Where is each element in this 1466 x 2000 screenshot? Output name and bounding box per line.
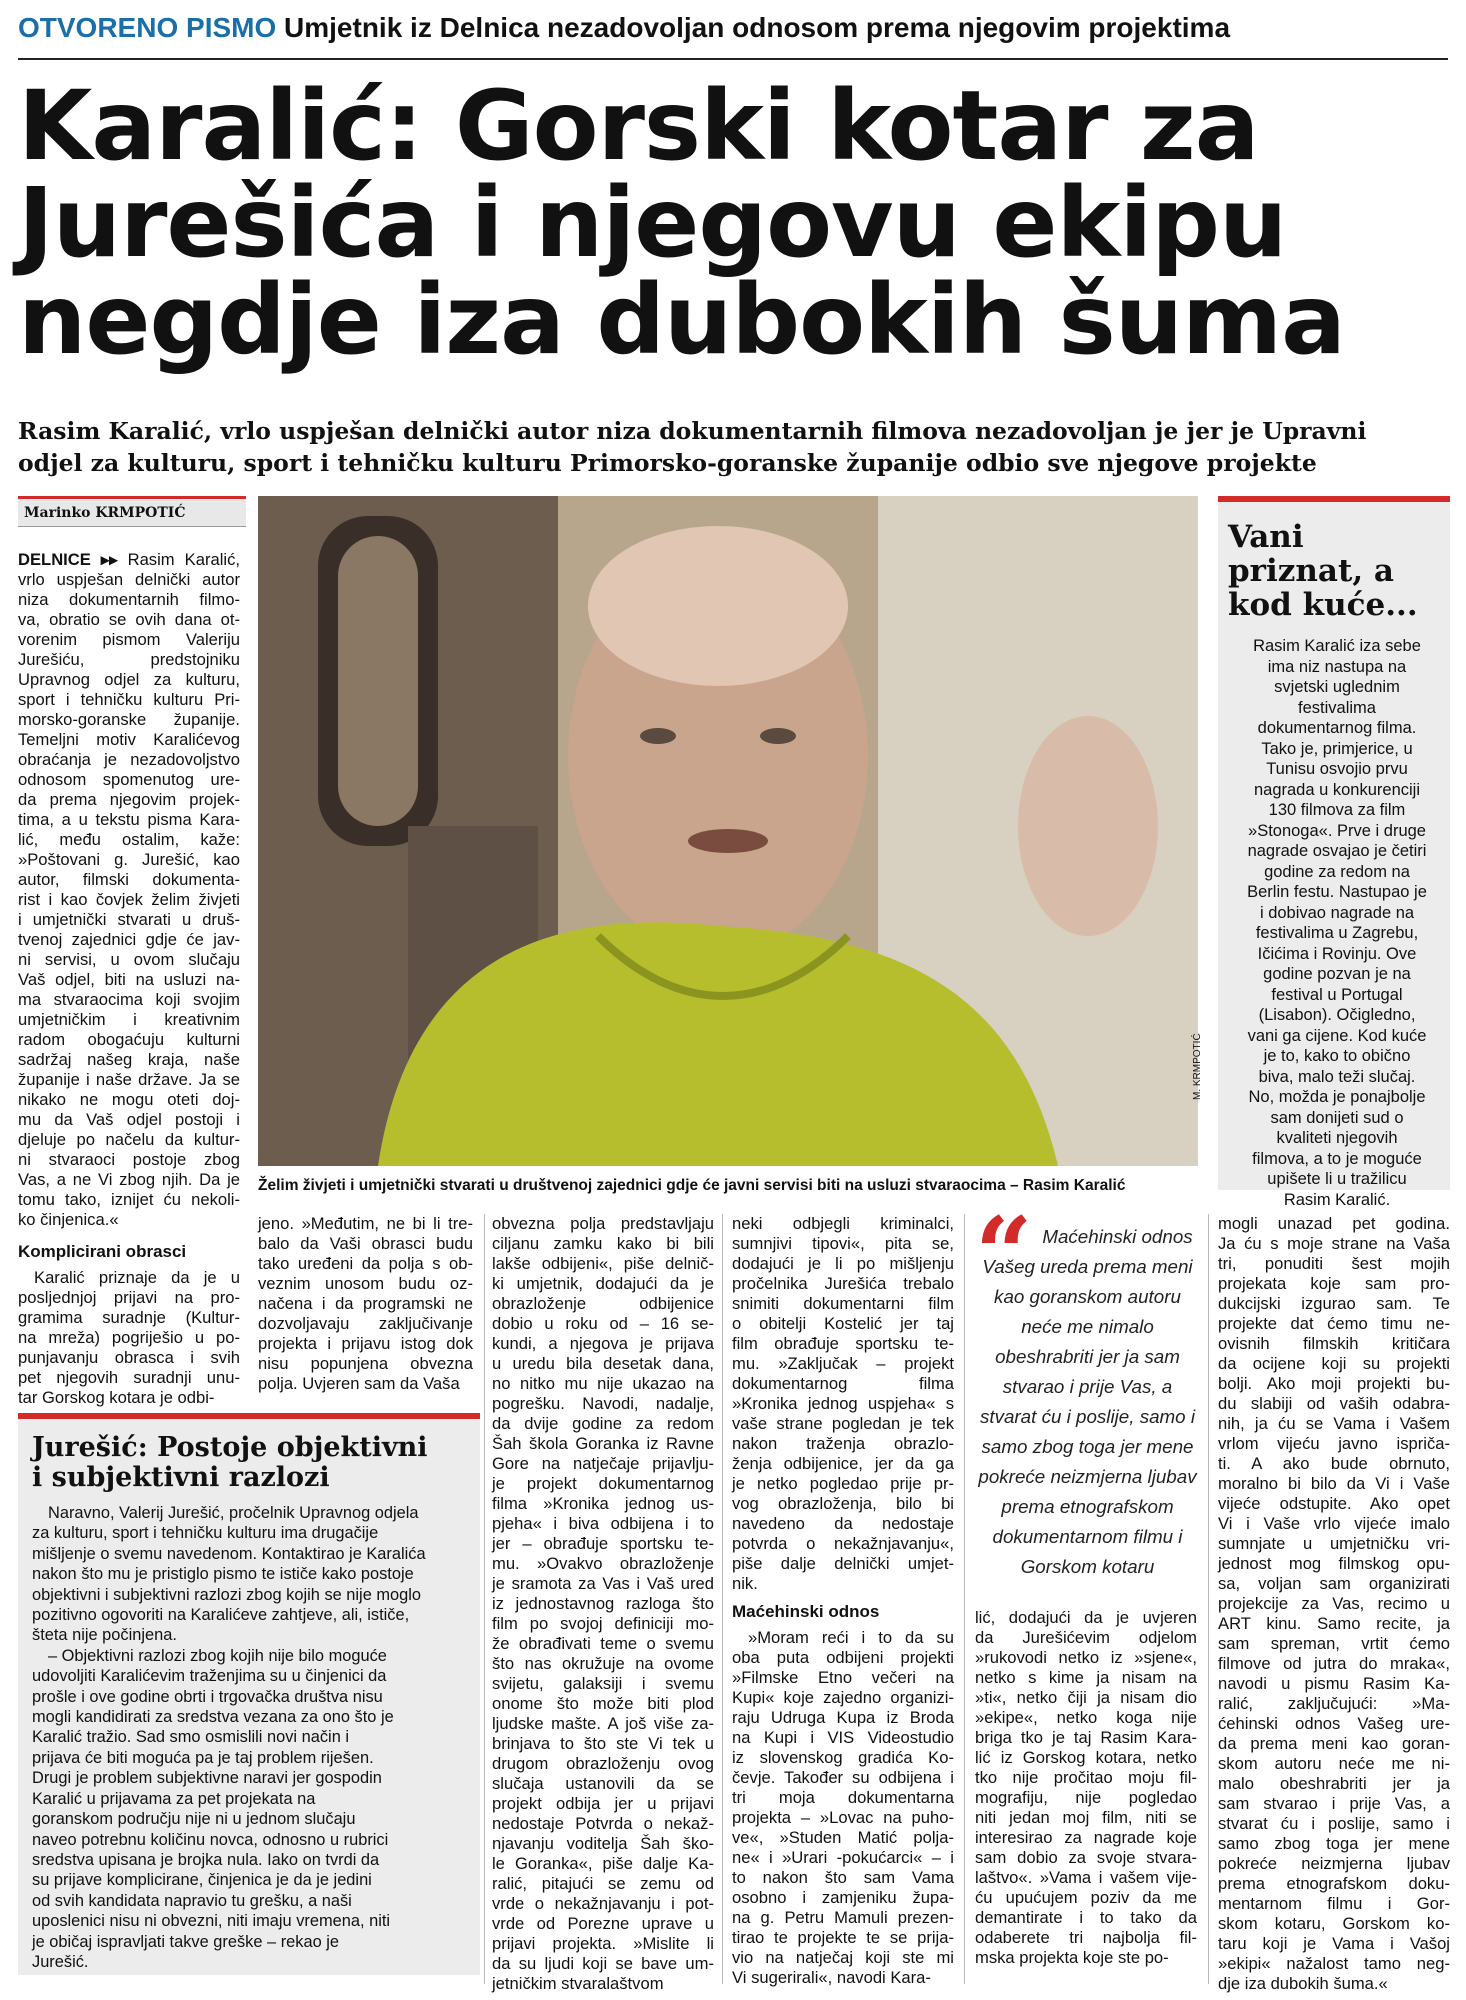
text-line: Gore na natječaje prijavlju- — [492, 1454, 714, 1473]
text-line: navedeno da nedostaje — [732, 1514, 954, 1533]
column-divider — [484, 1214, 485, 1984]
text-line: jednost mog filmskog opu- — [1218, 1554, 1450, 1573]
text-line: za kulturu, sport i tehničku kulturu ima drugačije — [32, 1524, 379, 1543]
text-line: je običaj ispravljati takve greške – rekao je — [32, 1932, 340, 1951]
text-line: mogli unazad pet godina. — [1218, 1214, 1450, 1233]
text-line: je netko pogledao prije pr- — [732, 1474, 954, 1493]
kicker — [18, 12, 1448, 44]
text-line: tri, ponuditi šest mojih — [1218, 1254, 1450, 1273]
text-line: uposlenici nisu ni obvezni, niti imaju vremena, niti — [32, 1912, 391, 1931]
reply-box-title-line: i subjektivni razlozi — [32, 1462, 330, 1493]
text-line: da prema njegovim projek- — [18, 790, 240, 809]
text-line: Vaš odjel, biti na usluzi na- — [18, 970, 240, 989]
text-line: njavanju voditelja Šah ško- — [492, 1834, 714, 1853]
text-line: Jurešić. — [32, 1952, 89, 1971]
text-line: Upravnog odjel za kulturu, — [18, 670, 240, 689]
text-line: iz slovenskog gradića Ko- — [732, 1748, 954, 1767]
text-line: autor, filmski dokumenta- — [18, 870, 240, 889]
text-line: filma »Kronika jednog us- — [492, 1494, 714, 1513]
text-line: tko nije pročitao moju fil- — [975, 1768, 1197, 1787]
text-line: prijavi projekta. »Mislite li — [492, 1934, 714, 1953]
text-line: nik. — [732, 1574, 758, 1593]
text-line: odaberete tri najbolja fil- — [975, 1928, 1197, 1947]
text-line: da su ljudi koji se bave um- — [492, 1954, 714, 1973]
text-line: udovoljiti Karalićevim traženjima su u činjenici da — [32, 1667, 387, 1686]
text-line: ne« i »Urari -pokućarci« – i — [732, 1848, 954, 1867]
text-line: vrde o nekažnjavanju i pot- — [492, 1894, 714, 1913]
text-line: što nas okružuje na ovome — [492, 1654, 714, 1673]
text-line: na g. Petru Mamuli prezen- — [732, 1908, 954, 1927]
text-line: festivalima — [1298, 698, 1376, 717]
text-line: lić, među ostalim, kaže: — [18, 830, 240, 849]
sidebar-text — [1234, 636, 1440, 1210]
text-line: ni stvaraoci postoje zbog — [18, 1150, 240, 1169]
text-line: objektivni i subjektivni razlozi zbog kojih se nije moglo — [32, 1585, 422, 1604]
text-line: je sramota za Vas i Vaš ured — [492, 1574, 714, 1593]
text-line: va, obratio se ovih dana ot- — [18, 610, 240, 629]
pull-quote: Maćehinski odnos Vašeg ureda prema meni kao goranskom autoru neće me nimalo obeshrabriti jer ja sam stvarao i prije Vas, a stvarat ću i poslije, samo i samo zbog toga jer mene pokreće neizmjerna ljubav prema etnografskom dokumentarnom filmu i Gorskom kotaru — [978, 1226, 1197, 1577]
text-line: sa, voljan sam organizirati — [1218, 1574, 1450, 1593]
column-divider — [1208, 1214, 1209, 1984]
text-line: tima, a u tekstu pisma Kara- — [18, 810, 240, 829]
text-line: le Goranka«, piše dalje Ka- — [492, 1854, 714, 1873]
text-line: interesirao za nagrade koje — [975, 1828, 1197, 1847]
text-line: ralić, pitajući se zemu od — [492, 1874, 714, 1893]
text-line: Temeljni motiv Karalićevog — [18, 730, 240, 749]
text-line: filmove od jutra do mraka«, — [1218, 1654, 1450, 1673]
text-line: neki odbjegli kriminalci, — [732, 1214, 954, 1233]
text-line: »ti«, netko čiji ja nisam dio — [975, 1688, 1197, 1707]
column-1-text-2 — [18, 1268, 240, 1408]
text-line: vrlo uspješan delnički autor — [18, 570, 240, 589]
sidebar-title — [1228, 520, 1450, 622]
text-line: ni servisi, u ovom slučaju — [18, 950, 240, 969]
text-line: Vi i Vaše vrlo vijeće imalo — [1218, 1514, 1450, 1533]
text-line: ljudske mašte. A još više za- — [492, 1714, 714, 1733]
text-line: svjetski uglednim — [1274, 678, 1400, 696]
text-line: sadržaj našeg kraja, naše — [18, 1050, 240, 1069]
text-line: raju Udruga Kupa iz Broda — [732, 1708, 954, 1727]
text-line: »Filmske Etno večeri na — [732, 1668, 954, 1687]
text-line: netko s kime ja nisam na — [975, 1668, 1197, 1687]
text-line: dozvoljavaju zaključivanje — [258, 1314, 473, 1333]
headline — [18, 70, 1458, 376]
text-line: sumnjivi tipovi«, pita se, — [732, 1234, 954, 1253]
text-line: iz jednostavnog razloga što — [492, 1594, 714, 1613]
column-divider — [722, 1214, 723, 1984]
text-line: stvarat ću i poslije, samo i — [1218, 1814, 1450, 1833]
text-line: posljednjoj prijavi na pro- — [18, 1288, 240, 1307]
portrait-illustration — [258, 496, 1198, 1166]
text-line: nakon traženja obrazlo- — [732, 1434, 954, 1453]
text-line: godine pozvan je na — [1263, 965, 1411, 983]
text-line: sredstva upisana je brojka nula. Iako on tvrdi da — [32, 1850, 380, 1869]
text-line: jetničkim stvaralaštvom — [492, 1974, 664, 1993]
column-2 — [258, 1214, 473, 1394]
text-line: i dobivao nagrade na — [1259, 903, 1415, 922]
text-line: sumnjate u umjetničku vri- — [1218, 1534, 1450, 1553]
text-line: slučaja ustanovili da se — [492, 1774, 714, 1793]
text-line: od svih kandidata napravio tu grešku, a naši — [32, 1891, 352, 1910]
text-line: nagrade osvajao je četiri — [1247, 842, 1427, 860]
text-line: mišljenje o svemu navedenom. Kontaktirao je Karalića — [32, 1544, 426, 1563]
text-line: niza dokumentarnih filmo- — [18, 590, 240, 609]
text-line: je to, kako to obično — [1263, 1047, 1411, 1065]
text-line: lić iz Gorskog kotara, netko — [975, 1748, 1197, 1767]
text-line: tirao te projekte te se prija- — [732, 1928, 954, 1947]
text-line: 130 filmova za film — [1268, 801, 1406, 819]
text-line: gramima suradnje (Kultur- — [18, 1308, 240, 1327]
text-line: Karalić tražio. Sad smo osmislili novi način i — [32, 1728, 350, 1747]
text-line: brinjava to što ste Vi tek u — [492, 1734, 714, 1753]
text-line: da ocijene koji su projekti — [1218, 1354, 1450, 1373]
text-line: drugom obrazloženju ovog — [492, 1754, 714, 1773]
text-line: ćehinski odnos Vašeg ure- — [1218, 1714, 1450, 1733]
text-line: županije i naše države. Ja se — [18, 1070, 240, 1089]
text-line: morsko-goranske županije. — [18, 710, 240, 729]
text-line: pogrešku. Navodi, nadalje, — [492, 1394, 714, 1413]
text-line: umjetničkim i kreativnim — [18, 1010, 240, 1029]
text-line: mu. »Zaključak – projekt — [732, 1354, 954, 1373]
column-4-text — [732, 1214, 954, 1594]
column-3 — [492, 1214, 714, 1994]
text-line: ti. A ako bude obrnuto, — [1218, 1454, 1450, 1473]
text-line: čevje. Također su odbijena i — [732, 1768, 954, 1787]
text-line: demantirate i to tako da — [975, 1908, 1197, 1927]
text-line: taru koji je Vama i Vašoj — [1218, 1934, 1450, 1953]
text-line: svijetu, galaksiji i svemu — [492, 1674, 714, 1693]
byline: Marinko KRMPOTIĆ — [18, 496, 246, 527]
text-line: Vi sugerirali«, navodi Kara- — [732, 1968, 931, 1987]
text-line: – Objektivni razlozi zbog kojih nije bilo moguće — [48, 1646, 387, 1665]
text-line: ralić, zaključujući: »Ma- — [1218, 1694, 1450, 1713]
dateline: DELNICE — [18, 550, 91, 569]
text-line: Berlin festu. Nastupao je — [1247, 883, 1427, 901]
text-line: nagrada u konkurenciji — [1253, 780, 1421, 799]
text-line: projekte dat ćemo timu ne- — [1218, 1314, 1450, 1333]
text-line: Tako je, primjerice, u — [1261, 739, 1413, 758]
article-photo — [258, 496, 1198, 1166]
text-line: No, možda je ponajbolje — [1248, 1088, 1426, 1106]
column-divider — [964, 1214, 965, 1984]
deck — [18, 415, 1448, 479]
text-line: festivalima u Zagrebu, — [1255, 924, 1419, 942]
text-line: Rasim Karalić. — [1283, 1190, 1391, 1209]
text-line: prijava će biti moguća pa je taj problem riješen. — [32, 1748, 374, 1767]
text-line: ovisnih filmskih kritičara — [1218, 1334, 1450, 1353]
text-line: vog obrazloženja, bilo bi — [732, 1494, 954, 1513]
text-line: upišete li u tražilicu — [1267, 1170, 1407, 1188]
quote-mark-icon: “ — [975, 1195, 1033, 1313]
text-line: mska projekta koje ste po- — [975, 1948, 1169, 1967]
text-line: kvaliteti njegovih — [1276, 1129, 1398, 1147]
text-line: pozitivno ogovoriti na Karalićeve zahtjeve, ali, ističe, — [32, 1606, 410, 1625]
text-line: vani ga cijene. Kod kuće — [1247, 1026, 1427, 1045]
text-line: mu da Vaš odjel postoji i — [18, 1110, 240, 1129]
text-line: jeno. »Međutim, ne bi li tre- — [258, 1214, 473, 1233]
text-line: veznim unosom budu oz- — [258, 1274, 473, 1293]
text-line: piše dalje delnički umjet- — [732, 1554, 954, 1573]
text-line: prošle i ove godine obrti i trgovačka društva nisu — [32, 1687, 383, 1706]
text-line: Kupi« koje zajedno organizi- — [732, 1688, 954, 1707]
text-line: je projekt dokumentarnog — [492, 1474, 714, 1493]
text-line: tvenoj zajednici gdje će jav- — [18, 930, 240, 949]
headline-line: Karalić: Gorski kotar za — [18, 70, 1259, 182]
sidebar-title-line: Vani — [1228, 519, 1304, 555]
text-line: o obitelji Kostelić jer taj — [732, 1314, 954, 1333]
text-line: obrazloženje odbijenice — [492, 1294, 714, 1313]
text-line: niti jedan moj film, niti se — [975, 1808, 1197, 1827]
text-line: goranskom području nije ni u jednom slučaju — [32, 1810, 356, 1829]
text-line: djeluje po načelu da kultur- — [18, 1130, 240, 1149]
text-line: tri moja dokumentarna — [732, 1788, 954, 1807]
text-line: vrlom vijeću javno ispriča- — [1218, 1434, 1450, 1453]
text-line: vaše strane pogledan je tek — [732, 1414, 954, 1433]
text-line: načena i da programski ne — [258, 1294, 473, 1313]
text-line: obvezna polja predstavljaju — [492, 1214, 714, 1233]
text-line: festival u Portugal — [1271, 985, 1403, 1004]
text-line: projekt odbija jer u prijavi — [492, 1794, 714, 1813]
text-line: polja. Uvjeren sam da Vaša — [258, 1374, 460, 1393]
text-line: šteta nije počinjena. — [32, 1626, 177, 1645]
reply-box — [18, 1413, 480, 1975]
text-line: skom autoru neće me ni- — [1218, 1754, 1450, 1773]
text-line: ART kinu. Samo recite, ja — [1218, 1614, 1450, 1633]
sidebar-box — [1218, 496, 1450, 1209]
text-line: že obrađivati teme o svemu — [492, 1634, 714, 1653]
text-line: ženja odbijenice, jer da ga — [732, 1454, 954, 1473]
text-line: to nakon što sam Vama — [732, 1868, 954, 1887]
text-line: Drugi je problem subjektivne naravi jer gospodin — [32, 1769, 382, 1788]
text-line: no nitko mu nije ukazao na — [492, 1374, 714, 1393]
text-line: sam dobio za svoje stvara- — [975, 1848, 1197, 1867]
text-line: sam spreman, vrtit ćemo — [1218, 1634, 1450, 1653]
sidebar-title-line: kod kuće... — [1228, 587, 1418, 623]
text-line: mogli kandidirati za sredstva vezana za ono što je — [32, 1708, 394, 1727]
text-line: lić, dodajući da je uvjeren — [975, 1608, 1197, 1627]
text-line: du slabiji od vaših odabra- — [1218, 1394, 1450, 1413]
text-line: briga tko je taj Rasim Kara- — [975, 1728, 1197, 1747]
text-line: godine za redom na — [1264, 862, 1410, 881]
photo-caption: Želim živjeti i umjetnički stvarati u društvenoj zajednici gdje će javni servisi biti na usluzi stvaraocima – Rasim Karalić — [258, 1177, 1126, 1194]
text-line: nakon što mu je pristiglo pismo te ističe kako postoje — [32, 1565, 414, 1584]
text-line: tomu tako, iznijet ću nekoli- — [18, 1190, 240, 1209]
text-line: onome što može biti plod — [492, 1694, 714, 1713]
text-line: mografiju, nije pogledao — [975, 1788, 1197, 1807]
text-line: dje iza dubokih šuma.« — [1218, 1974, 1388, 1993]
headline-line: negdje iza dubokih šuma — [18, 264, 1345, 376]
deck-line: Rasim Karalić, vrlo uspješan delnički autor niza dokumentarnih filmova nezadovoljan je jer je Upravni — [18, 417, 1367, 445]
text-line: film po svojoj definiciji mo- — [492, 1614, 714, 1633]
text-line: nikako ne mogu oteti doj- — [18, 1090, 240, 1109]
text-line: Jurešiću, predstojniku — [18, 650, 240, 669]
text-line: samo zbog toga jer mene — [1218, 1834, 1450, 1853]
text-line: snimiti dokumentarni film — [732, 1294, 954, 1313]
text-line: Ičićima i Rovinju. Ove — [1257, 944, 1417, 963]
text-line: Vas, a ne Vi zbog njih. Da je — [18, 1170, 240, 1189]
dateline-arrow-icon: ▸▸ — [90, 550, 128, 569]
column-1-text — [18, 550, 240, 1230]
text-line: Rasim Karalić iza sebe — [1253, 637, 1421, 655]
text-line: ko činjenica.« — [18, 1210, 119, 1229]
text-line: film obrađuje sportsku te- — [732, 1334, 954, 1353]
text-line: moralno bi bilo da Vi i Vaše — [1218, 1474, 1450, 1493]
text-line: »Kronika jednog uspjeha« s — [732, 1394, 954, 1413]
text-line: vio na natječaj koji ste mi — [732, 1948, 954, 1967]
text-line: obraćanja je nezadovoljstvo — [18, 750, 240, 769]
text-line: prema etnografskom doku- — [1218, 1874, 1450, 1893]
text-line: mu. »Ovakvo obrazloženje — [492, 1554, 714, 1573]
text-line: »Stonoga«. Prve i druge — [1248, 821, 1426, 840]
text-line: ciljanu zamku kako bi bili — [492, 1234, 714, 1253]
headline-line: Jurešića i njegovu ekipu — [18, 167, 1287, 279]
text-line: da Jurešićevim odjelom — [975, 1628, 1197, 1647]
text-line: pročelnika Jurešića trebalo — [732, 1274, 954, 1293]
text-line: na Kupi i VIS Videostudio — [732, 1728, 954, 1747]
text-line: Karalić priznaje da je u — [34, 1268, 240, 1287]
column-6 — [1218, 1214, 1450, 1994]
kicker-title: Umjetnik iz Delnica nezadovoljan odnosom prema njegovim projektima — [284, 12, 1231, 43]
text-line: pet njegovih suradnji unu- — [18, 1368, 240, 1387]
subhead-macehinski: Maćehinski odnos — [732, 1602, 880, 1621]
deck-line: odjel za kulturu, sport i tehničku kulturu Primorsko-goranske županije odbio sve njegove projekte — [18, 449, 1317, 477]
text-line: malo obeshrabriti jer ja — [1218, 1774, 1450, 1793]
text-line: Rasim Karalić, — [127, 550, 240, 569]
text-line: i umjetnički stvarati u druš- — [18, 910, 240, 929]
text-line: vrde od Porezne uprave u — [492, 1914, 714, 1933]
photo-credit: M. KRMPOTIĆ — [1192, 1033, 1203, 1100]
text-line: Ja ću s moje strane na Vaša — [1218, 1234, 1450, 1253]
text-line: radom obogaćuju kulturni — [18, 1030, 240, 1049]
text-line: (Lisabon). Očigledno, — [1258, 1006, 1416, 1024]
text-line: sam stvarao i prije Vas, a — [1218, 1794, 1450, 1813]
text-line: balo da Vaši obrasci budu — [258, 1234, 473, 1253]
text-line: »Moram reći i to da su — [748, 1628, 954, 1647]
text-line: tako uređeni da polja s ob- — [258, 1254, 473, 1273]
text-line: nedostaje Potvrda o nekaž- — [492, 1814, 714, 1833]
text-line: lakše odbijeni«, piše delnič- — [492, 1254, 714, 1273]
text-line: da prema meni kao goran- — [1218, 1734, 1450, 1753]
text-line: u uredu bila desetak dana, — [492, 1354, 714, 1373]
text-line: Karalić u prijavama za pet projekata na — [32, 1789, 316, 1808]
text-line: »Poštovani g. Jurešić, kao — [18, 850, 240, 869]
text-line: biva, malo teži slučaj. — [1258, 1067, 1416, 1086]
text-line: mentarnom filmu i Gor- — [1218, 1894, 1450, 1913]
text-line: dokumentarnog filma — [732, 1374, 954, 1393]
text-line: »ekipe«, netko koga nije — [975, 1708, 1197, 1727]
text-line: da dvije godine za redom — [492, 1414, 714, 1433]
column-4 — [732, 1214, 954, 1988]
text-line: jer – obrađuje sportsku te- — [492, 1534, 714, 1553]
text-line: projekta – »Lovac na puho- — [732, 1808, 954, 1827]
column-5 — [975, 1608, 1197, 1968]
text-line: ve«, »Studen Matić polja- — [732, 1828, 954, 1847]
text-line: Šah škola Goranka iz Ravne — [492, 1434, 714, 1453]
text-line: projekta i prijavu istog dok — [258, 1334, 473, 1353]
text-line: su prijave komplicirane, činjenica je da je jedini — [32, 1871, 372, 1890]
reply-box-text — [32, 1503, 466, 1972]
text-line: bolji. Ako moji projekti bu- — [1218, 1374, 1450, 1393]
text-line: sport i tehničku kulturu Pri- — [18, 690, 240, 709]
text-line: Naravno, Valerij Jurešić, pročelnik Upravnog odjela — [48, 1504, 419, 1522]
text-line: kundi, a njegova je prijava — [492, 1334, 714, 1353]
text-line: laštvo«. »Vama i vašem vije- — [975, 1868, 1197, 1887]
text-line: vijeće odstupite. Ako opet — [1218, 1494, 1450, 1513]
text-line: pjeha« i biva odbijena i to — [492, 1514, 714, 1533]
text-line: ki umjetnik, dodajući da je — [492, 1274, 714, 1293]
text-line: oba puta odbijeni projekti — [732, 1648, 954, 1667]
text-line: pokreće neizmjerna ljubav — [1218, 1854, 1450, 1873]
text-line: na mreža) pogriješio u po- — [18, 1328, 240, 1347]
text-line: dodajući je li po mišljenju — [732, 1254, 954, 1273]
text-line: odnosom spomenutog ure- — [18, 770, 240, 789]
column-4-text-2 — [732, 1628, 954, 1988]
text-line: nisu popunjena obvezna — [258, 1354, 473, 1373]
text-line: tar Gorskog kotara je odbi- — [18, 1388, 215, 1407]
column-1 — [18, 550, 240, 1408]
sidebar-title-line: priznat, a — [1228, 553, 1395, 589]
text-line: nih, ja ću se Vama i Vašem — [1218, 1414, 1450, 1433]
text-line: dukcijski izgurao sam. Te — [1218, 1294, 1450, 1313]
lead-line — [18, 550, 240, 570]
reply-box-title-line: Jurešić: Postoje objektivni — [32, 1432, 428, 1463]
text-line: projekcije za Vas, recimo u — [1218, 1594, 1450, 1613]
kicker-rule — [18, 58, 1448, 60]
text-line: dokumentarnog filma. — [1257, 719, 1417, 737]
subhead-komplicirani: Komplicirani obrasci — [18, 1242, 187, 1261]
text-line: skom kotaru, Gorskom ko- — [1218, 1914, 1450, 1933]
text-line: ima niz nastupa na — [1267, 657, 1407, 676]
kicker-section: OTVORENO PISMO — [18, 12, 277, 43]
text-line: rist i kao čovjek želim živjeti — [18, 890, 240, 909]
text-line: navodi u pismu Rasim Ka- — [1218, 1674, 1450, 1693]
reply-box-title — [32, 1433, 480, 1493]
text-line: projekata koje sam pro- — [1218, 1274, 1450, 1293]
text-line: sam donijeti sud o — [1270, 1108, 1404, 1127]
text-line: ma stvaraocima koji svojim — [18, 990, 240, 1009]
text-line: dobio u roku od – 16 se- — [492, 1314, 714, 1333]
text-line: vorenim pismom Valeriju — [18, 630, 240, 649]
text-line: punjavanju obrasca i svih — [18, 1348, 240, 1367]
text-line: Tunisu osvojio prvu — [1266, 760, 1408, 778]
text-line: filmova, a to je moguće — [1252, 1149, 1422, 1168]
text-line: potvrda o nekažnjavanju«, — [732, 1534, 954, 1553]
text-line: »rukovodi netko iz »sjene«, — [975, 1648, 1197, 1667]
text-line: osobno i zamjeniku župa- — [732, 1888, 954, 1907]
text-line: naveo potrebnu količinu novca, odnosno u rubrici — [32, 1830, 389, 1849]
text-line: »ekipi« nažalost tamo neg- — [1218, 1954, 1450, 1973]
text-line: ću upućujem poziv da me — [975, 1888, 1197, 1907]
